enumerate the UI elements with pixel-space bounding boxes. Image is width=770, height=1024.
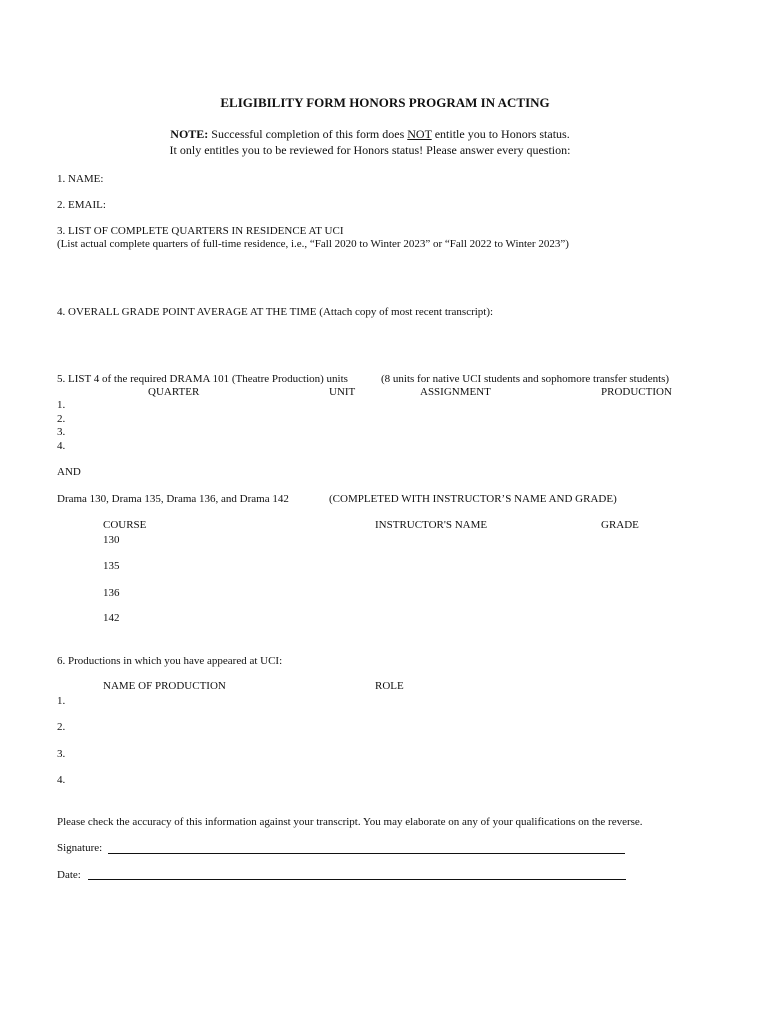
note-text-after: entitle you to Honors status. <box>434 127 570 141</box>
drama-course-list: Drama 130, Drama 135, Drama 136, and Drama 142 <box>57 493 289 505</box>
production-row-2: 2. <box>57 721 66 733</box>
gpa-question: 4. OVERALL GRADE POINT AVERAGE AT THE TIME (Attach copy of most recent transcript): <box>57 306 494 318</box>
header-unit: UNIT <box>329 386 356 398</box>
drama-course-note: (COMPLETED WITH INSTRUCTOR’S NAME AND GRADE) <box>329 493 617 505</box>
header-production: PRODUCTION <box>601 386 672 398</box>
date-label: Date: <box>57 869 81 881</box>
note-label: NOTE: <box>170 127 209 141</box>
drama101-row-2: 2. <box>57 413 66 425</box>
productions-question: 6. Productions in which you have appeared at UCI: <box>57 655 283 667</box>
production-row-4: 4. <box>57 774 66 786</box>
form-title: ELIGIBILITY FORM HONORS PROGRAM IN ACTING <box>220 95 550 110</box>
drama101-question: 5. LIST 4 of the required DRAMA 101 (Theatre Production) units <box>57 373 348 385</box>
header-production-name: NAME OF PRODUCTION <box>103 680 226 692</box>
header-course: COURSE <box>103 519 147 531</box>
and-label: AND <box>57 466 81 478</box>
drama101-note: (8 units for native UCI students and sophomore transfer students) <box>381 373 670 385</box>
production-row-3: 3. <box>57 748 66 760</box>
accuracy-note: Please check the accuracy of this information against your transcript. You may elaborate on any of your qualifications on the reverse. <box>57 816 643 828</box>
course-136: 136 <box>103 587 120 599</box>
note-emphasis: NOT <box>407 127 432 141</box>
date-line[interactable] <box>88 879 626 880</box>
quarters-detail: (List actual complete quarters of full-time residence, i.e., “Fall 2020 to Winter 2023” or “Fall 2022 to Winter 2023”) <box>57 238 569 250</box>
header-role: ROLE <box>375 680 404 692</box>
drama101-row-4: 4. <box>57 440 66 452</box>
email-question: 2. EMAIL: <box>57 199 106 211</box>
name-question: 1. NAME: <box>57 173 104 185</box>
drama101-row-3: 3. <box>57 426 66 438</box>
course-142: 142 <box>103 612 120 624</box>
course-135: 135 <box>103 560 120 572</box>
header-grade: GRADE <box>601 519 639 531</box>
note-line-1 <box>0 127 740 142</box>
note-line-2: It only entitles you to be reviewed for Honors status! Please answer every question: <box>169 143 571 157</box>
header-assignment: ASSIGNMENT <box>420 386 491 398</box>
drama101-row-1: 1. <box>57 399 66 411</box>
header-quarter: QUARTER <box>148 386 200 398</box>
course-130: 130 <box>103 534 120 546</box>
signature-line[interactable] <box>108 853 625 854</box>
note-text-before: Successful completion of this form does <box>211 127 405 141</box>
signature-label: Signature: <box>57 842 103 854</box>
quarters-question: 3. LIST OF COMPLETE QUARTERS IN RESIDENCE AT UCI <box>57 225 344 237</box>
header-instructor: INSTRUCTOR'S NAME <box>375 519 488 531</box>
production-row-1: 1. <box>57 695 66 707</box>
